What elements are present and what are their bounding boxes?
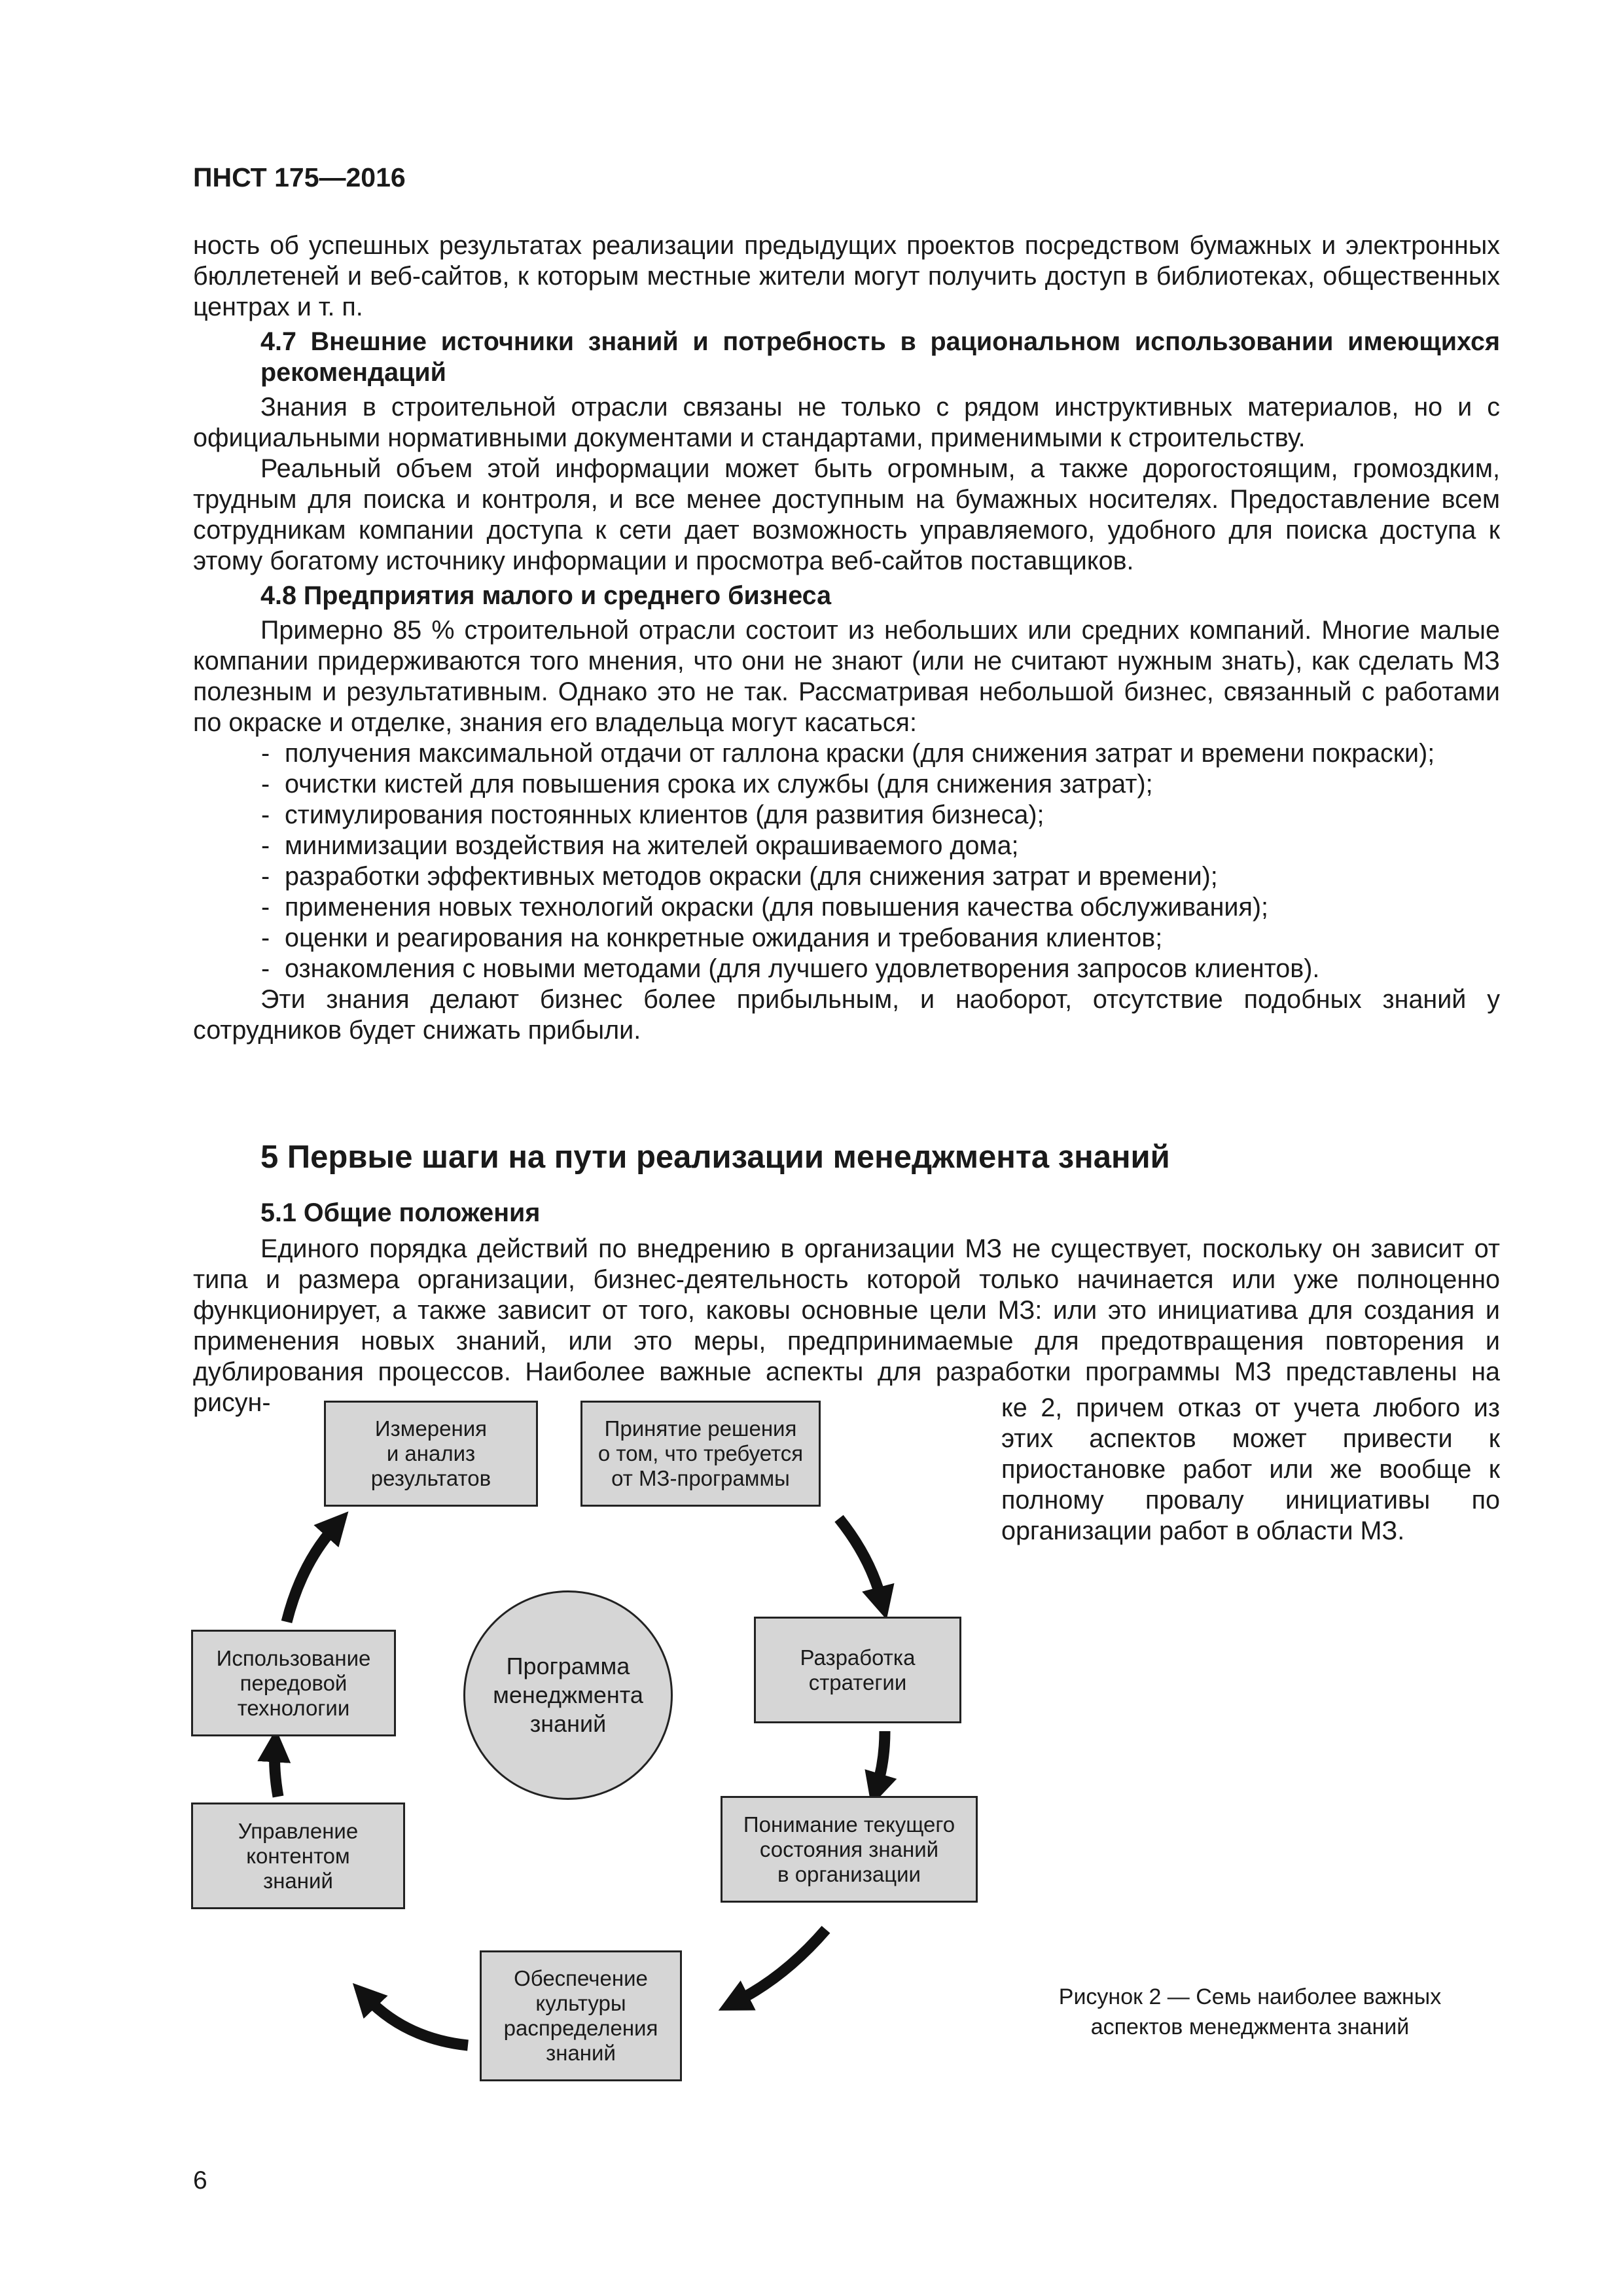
list-item: - очистки кистей для повышения срока их службы (для снижения затрат); — [261, 770, 1153, 798]
list-item: - минимизации воздействия на жителей окрашиваемого дома; — [261, 831, 1019, 860]
document-header: ПНСТ 175—2016 — [193, 162, 406, 192]
list-item: - получения максимальной отдачи от галлона краски (для снижения затрат и времени покраски); — [261, 739, 1435, 768]
section-4-7-paragraph-1: Знания в строительной отрасли связаны не только с рядом инструктивных материалов, но и с официальными нормативными документами и стандартами, применимыми к строительству. — [193, 393, 1500, 452]
list-item: - стимулирования постоянных клиентов (для развития бизнеса); — [261, 800, 1044, 829]
section-5-title: 5 Первые шаги на пути реализации менеджмента знаний — [260, 1139, 1170, 1175]
list-item: - разработки эффективных методов окраски (для снижения затрат и времени); — [261, 862, 1218, 891]
arrow-technology-to-measure — [287, 1526, 335, 1622]
knowledge-list — [193, 738, 1500, 984]
box-decision: Принятие решения о том, что требуется от МЗ-программы — [580, 1401, 821, 1507]
arrow-culture-to-content — [366, 1998, 468, 2045]
continued-paragraph: ность об успешных результатах реализации предыдущих проектов посредством бумажных и электронных бюллетеней и веб-сайтов, к которым местные жители могут получить доступ в библиотеках, общественных центрах и т. п. — [193, 231, 1500, 321]
section-5-1-paragraph: Единого порядка действий по внедрению в организации МЗ не существует, поскольку он зависит от типа и размера организации, бизнес-деятельность которой только начинается или уже полноценно функционирует, а также зависит от того, каковы основные цели МЗ: или это инициатива для создания и применения новых знаний, или это меры, предпринимаемые для предотвращения повторения и дублирования процессов. Наиболее важные аспекты для разработки программы МЗ представлены на рисун- — [193, 1234, 1500, 1417]
arrow-understanding-to-culture — [736, 1929, 826, 2001]
box-strategy: Разработка стратегии — [754, 1617, 961, 1723]
center-circle-program: Программа менеджмента знаний — [463, 1590, 673, 1800]
box-measurement: Измерения и анализ результатов — [324, 1401, 538, 1507]
section-4-7-paragraph-2: Реальный объем этой информации может быть огромным, а также дорогостоящим, громоздким, трудным для поиска и контроля, и все менее доступным на бумажных носителях. Предоставление всем сотрудникам компании доступа к сети дает возможность управляемого, удобного для поиска доступа к этому богатому источнику информации и просмотра веб-сайтов поставщиков. — [193, 454, 1500, 575]
list-item: - применения новых технологий окраски (для повышения качества обслуживания); — [261, 893, 1268, 922]
list-item: - ознакомления с новыми методами (для лучшего удовлетворения запросов клиентов). — [261, 954, 1320, 983]
continued-text: ке 2, причем отказ от учета любого из этих аспектов может привести к приостановке работ или же вообще к полному провалу инициативы по организации работ в области МЗ. — [1001, 1393, 1500, 1545]
arrow-content-to-technology — [275, 1749, 278, 1797]
section-4-8-paragraph-1: Примерно 85 % строительной отрасли состоит из небольших или средних компаний. Многие малые компании придерживаются того мнения, что они не знают (или не считают нужным знать), как сделать МЗ полезным и результативным. Однако это не так. Рассматривая небольшой бизнес, связанный с работами по окраске и отделке, знания его владельца могут касаться: — [193, 616, 1500, 737]
figure-caption: Рисунок 2 — Семь наиболее важных аспектов менеджмента знаний — [1058, 1984, 1442, 2039]
body-section-5-1 — [193, 1198, 1500, 1418]
section-4-8-paragraph-2: Эти знания делают бизнес более прибыльным, и наоборот, отсутствие подобных знаний у сотрудников будет снижать прибыли. — [193, 985, 1500, 1045]
knowledge-management-diagram — [177, 1401, 1008, 2108]
box-content: Управление контентом знаний — [191, 1803, 405, 1909]
page-number: 6 — [193, 2166, 207, 2195]
section-4-7-title: 4.7 Внешние источники знаний и потребность в рациональном использовании имеющихся рекомендаций — [260, 327, 1500, 387]
section-5-1-title: 5.1 Общие положения — [260, 1198, 541, 1227]
box-culture: Обеспечение культуры распределения знаний — [480, 1950, 682, 2081]
list-item: - оценки и реагирования на конкретные ожидания и требования клиентов; — [261, 924, 1163, 952]
arrow-decision-to-strategy — [839, 1518, 882, 1600]
section-5-1-paragraph-continued — [1001, 1393, 1500, 1547]
box-understanding: Понимание текущего состояния знаний в организации — [721, 1796, 978, 1903]
arrow-strategy-to-understanding — [877, 1731, 885, 1787]
body-section-4 — [193, 230, 1500, 1046]
box-technology: Использование передовой технологии — [191, 1630, 396, 1736]
section-4-8-title: 4.8 Предприятия малого и среднего бизнеса — [260, 581, 832, 610]
